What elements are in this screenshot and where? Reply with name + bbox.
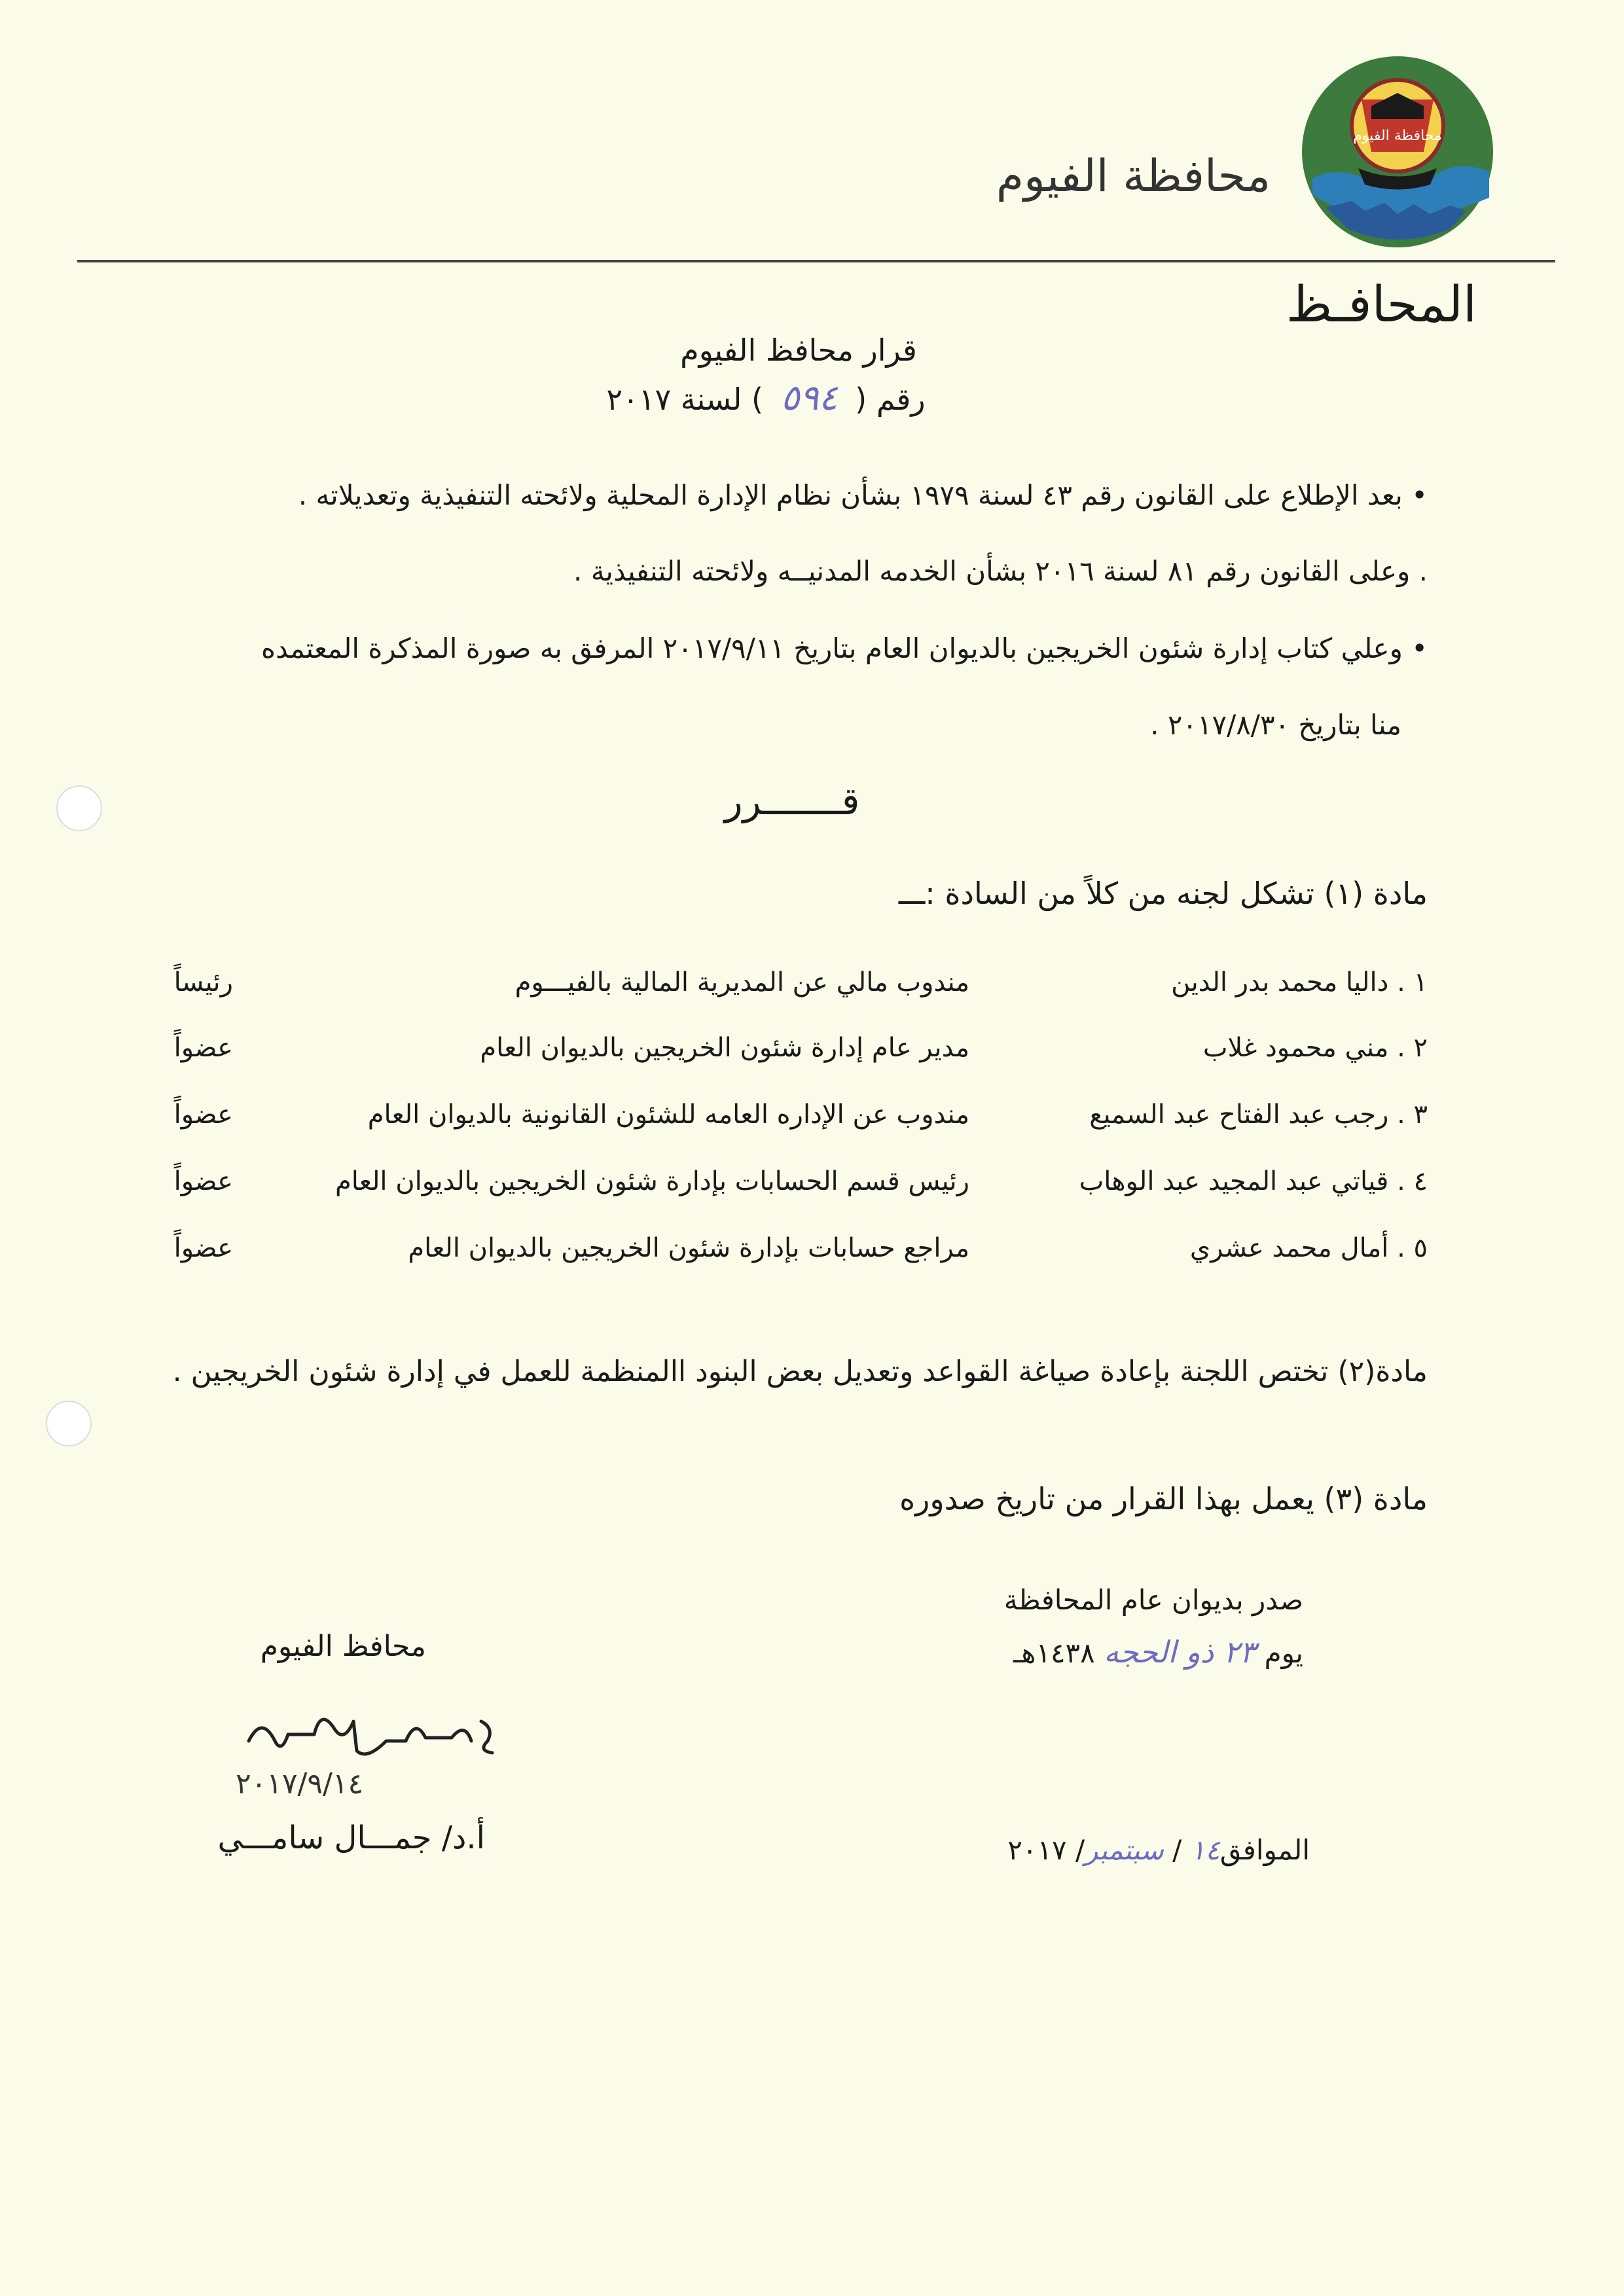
- governorate-logo: [1299, 54, 1496, 250]
- member-number: ٥: [1413, 1233, 1428, 1263]
- signature-date: ٢٠١٧/٩/١٤: [236, 1767, 364, 1801]
- decision-number-value: ٥٩٤: [780, 377, 838, 418]
- preamble-line: . وعلى القانون رقم ٨١ لسنة ٢٠١٦ بشأن الخدمه المدنيــه ولائحته التنفيذية .: [573, 555, 1428, 587]
- member-title: رئيساً: [173, 967, 233, 997]
- member-title: عضواً: [173, 1033, 233, 1063]
- gregorian-date: [1007, 1834, 1310, 1866]
- decision-number: [563, 377, 969, 418]
- decided-heading: قـــــــرر: [724, 779, 860, 823]
- member-number: ١: [1413, 967, 1428, 997]
- header-divider: [77, 260, 1555, 262]
- member-name-text: . أمال محمد عشري: [1189, 1233, 1405, 1263]
- gregorian-prefix: الموافق: [1219, 1834, 1310, 1866]
- hijri-handwritten: ٢٣ ذو الحجه: [1104, 1634, 1256, 1670]
- preamble-line: • وعلي كتاب إدارة شئون الخريجين بالديوان العام بتاريخ ٢٠١٧/٩/١١ المرفق به صورة المذكرة المعتمده: [261, 632, 1428, 664]
- governor-signer-name: أ.د/ جمـــال سامـــي: [217, 1820, 485, 1856]
- member-name-text: . مني محمود غلاب: [1202, 1033, 1405, 1063]
- member-name: [1203, 1033, 1428, 1063]
- member-number: ٢: [1413, 1033, 1428, 1063]
- hijri-year: ١٤٣٨هـ: [1013, 1637, 1095, 1669]
- article-3: مادة (٣) يعمل بهذا القرار من تاريخ صدوره: [899, 1481, 1428, 1516]
- office-title: المحافـظ: [1286, 275, 1477, 333]
- member-role: مراجع حسابات بإدارة شئون الخريجين بالديوان العام: [408, 1233, 969, 1263]
- governorate-name: محافظة الفيوم: [996, 151, 1271, 202]
- preamble-line: • بعد الإطلاع على القانون رقم ٤٣ لسنة ١٩٧٩ بشأن نظام الإدارة المحلية ولائحته التنفيذية وتعديلاته .: [298, 479, 1428, 511]
- member-role: مندوب مالي عن المديرية المالية بالفيـــوم: [514, 967, 969, 997]
- issued-at: صدر بديوان عام المحافظة: [1003, 1584, 1303, 1616]
- member-title: عضواً: [173, 1166, 233, 1196]
- member-role: رئيس قسم الحسابات بإدارة شئون الخريجين بالديوان العام: [334, 1166, 969, 1196]
- article-1: مادة (١) تشكل لجنه من كلاً من السادة :ـــ: [898, 876, 1428, 911]
- logo-lettering: محافظة الفيوم: [1353, 128, 1442, 144]
- member-number: ٣: [1413, 1100, 1428, 1130]
- gregorian-year: / ٢٠١٧: [1007, 1834, 1085, 1866]
- member-role: مدير عام إدارة شئون الخريجين بالديوان العام: [480, 1033, 969, 1063]
- preamble-line: منا بتاريخ ٢٠١٧/٨/٣٠ .: [1150, 709, 1401, 741]
- member-name: [1190, 1233, 1428, 1263]
- gregorian-separator: /: [1163, 1834, 1191, 1866]
- decision-number-suffix: ) لسنة ٢٠١٧: [606, 382, 763, 417]
- gregorian-day: ١٤: [1190, 1834, 1220, 1866]
- article-2: مادة(٢) تختص اللجنة بإعادة صياغة القواعد وتعديل بعض البنود االمنظمة للعمل في إدارة شئون الخريجين .: [172, 1355, 1428, 1388]
- member-title: عضواً: [173, 1233, 233, 1263]
- member-title: عضواً: [173, 1100, 233, 1130]
- member-name: [1079, 1166, 1428, 1196]
- governor-signature: [236, 1695, 511, 1767]
- governor-label: محافظ الفيوم: [260, 1630, 426, 1663]
- member-role: مندوب عن الإداره العامه للشئون القانونية بالديوان العام: [367, 1100, 969, 1130]
- member-name: [1171, 967, 1428, 997]
- member-number: ٤: [1413, 1166, 1428, 1196]
- member-name: [1089, 1100, 1428, 1130]
- member-name-text: . قياتي عبد المجيد عبد الوهاب: [1079, 1166, 1405, 1196]
- decision-title: قرار محافظ الفيوم: [680, 332, 917, 368]
- member-name-text: . داليا محمد بدر الدين: [1171, 967, 1405, 997]
- member-name-text: . رجب عبد الفتاح عبد السميع: [1089, 1100, 1405, 1130]
- decision-number-prefix: رقم (: [855, 382, 926, 417]
- punch-hole: [56, 785, 102, 831]
- punch-hole: [46, 1401, 92, 1446]
- hijri-date: [1013, 1634, 1303, 1670]
- gregorian-month: سبتمبر: [1085, 1834, 1164, 1866]
- hijri-prefix: يوم: [1264, 1637, 1303, 1669]
